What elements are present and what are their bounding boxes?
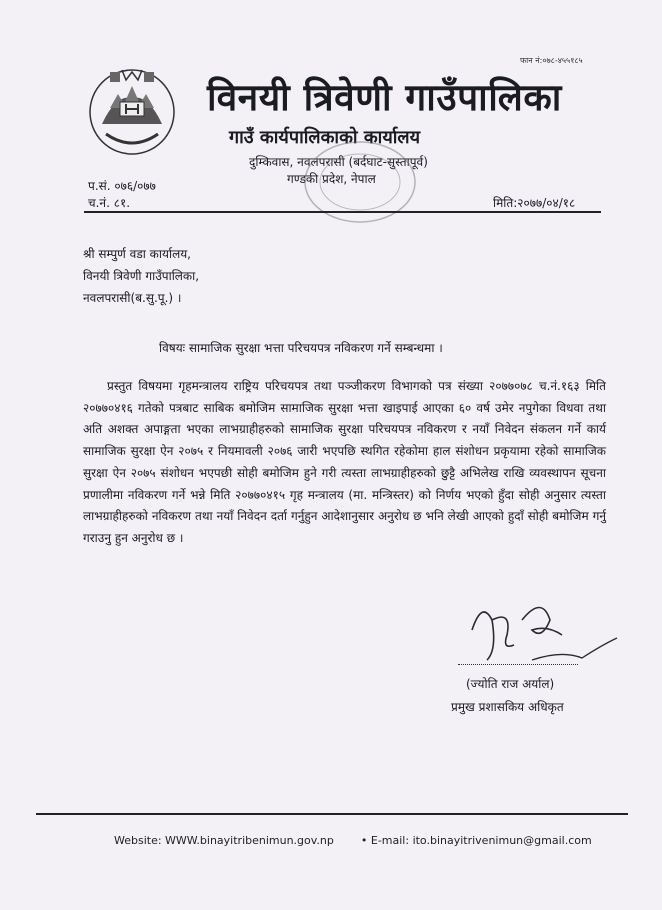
reference-number: प.सं. ०७६/०७७ (88, 179, 156, 193)
recipient-line-2: विनयी त्रिवेणी गाउँपालिका, (83, 269, 200, 283)
recipient-line-3: नवलपरासी(ब.सु.पू.) । (83, 291, 182, 305)
header-divider (84, 211, 601, 213)
recipient-block (83, 243, 199, 309)
dispatch-number: च.नं. ८१. (88, 196, 131, 210)
address-line-2: गण्डकी प्रदेश, नेपाल (287, 172, 376, 186)
footer-divider (36, 813, 628, 815)
signatory-title: प्रमुख प्रशासकिय अधिकृत (451, 700, 564, 714)
address-line-1: दुम्किवास, नवलपरासी (बर्दघाट-सुस्तापूर्व) (249, 155, 428, 169)
letter-body: प्रस्तुत विषयमा गृहमन्त्रालय राष्ट्रिय परिचयपत्र तथा पञ्जीकरण विभागको पत्र संख्या २०७७०७८ च.नं.१६३ मिति २०७७०४१६ गतेको पत्रबाट साबिक बमोजिम सामाजिक सुरक्षा भत्ता खाइपाई आएका ६० वर्ष उमेर नपुगेका विधवा तथा अति अशक्त अपाङ्गता भएका लाभग्राहीहरुको सामाजिक सुरक्षा परिचयपत्र नविकरण र नयाँ निवेदन संकलन गर्ने कार्य सामाजिक सुरक्षा ऐन २०७५ र नियमावली २०७६ जारी भएपछि स्थगित रहेकोमा हाल संशोधन प्रकृयामा रहेको सामाजिक सुरक्षा ऐन २०७५ संशोधन भएपछी सोही बमोजिम हुने गरी त्यस्ता लाभग्राहीहरुको छुट्टै अभिलेख राखि व्यवस्थापन सूचना प्रणालीमा नविकरण गर्ने भन्ने मिति २०७७०४१५ गृह मन्त्रालय (मा. मन्त्रिस्तर) को निर्णय भएको हुँदा सोही अनुसार त्यस्ता लाभग्राहीहरुको नविकरण तथा नयाँ निवेदन दर्ता गर्नुहुन आदेशानुसार अनुरोध छ भनि लेखी आएको हुदाँ सोही बमोजिम गर्नु गराउनु हुन अनुरोध छ । (83, 379, 606, 545)
signature-icon (452, 590, 632, 680)
website-link[interactable]: Website: WWW.binayitribenimun.gov.np (114, 834, 334, 847)
email-link[interactable]: • E-mail: ito.binayitrivenimun@gmail.com (360, 834, 592, 847)
letter-date: मिति:२०७७/०४/१८ (493, 196, 576, 210)
office-stamp-icon (300, 137, 420, 227)
recipient-line-1: श्री सम्पुर्ण वडा कार्यालय, (83, 247, 191, 261)
emblem-icon (86, 64, 178, 156)
signatory-name: (ज्योति राज अर्याल) (466, 677, 555, 691)
subject-line: विषयः सामाजिक सुरक्षा भत्ता परिचयपत्र नविकरण गर्ने सम्बन्धमा । (159, 341, 443, 355)
office-subtitle: गाउँ कार्यपालिकाको कार्यालय (229, 127, 421, 148)
org-title: विनयी त्रिवेणी गाउँपालिका (207, 76, 562, 119)
signature-line (458, 664, 578, 665)
phone-number: फान नं:०७८-४५५१८५ (520, 56, 583, 65)
footer (114, 834, 592, 847)
